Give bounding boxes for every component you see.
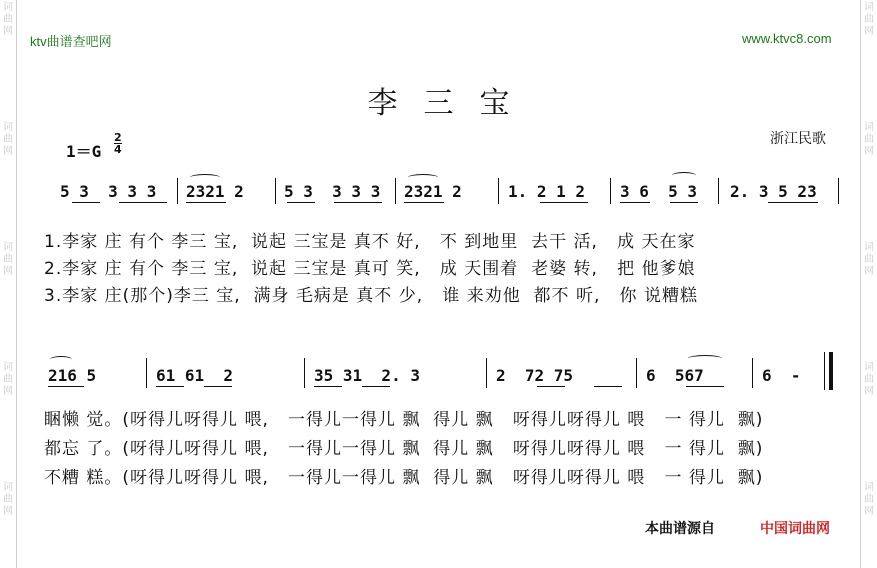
watermark-char: 曲 bbox=[3, 374, 13, 385]
watermark-char: 网 bbox=[3, 266, 13, 277]
watermark-char: 网 bbox=[864, 146, 874, 157]
measure: 61 61 2 bbox=[156, 366, 234, 385]
measure: 6 - bbox=[762, 366, 801, 385]
watermark-char: 曲 bbox=[864, 254, 874, 265]
beam bbox=[686, 386, 724, 387]
beam bbox=[119, 202, 167, 203]
watermark-char: 曲 bbox=[864, 374, 874, 385]
watermark-char: 词 bbox=[3, 122, 13, 133]
beam bbox=[404, 202, 444, 203]
barline bbox=[498, 178, 499, 204]
watermark-char: 词 bbox=[864, 122, 874, 133]
watermark-char: 网 bbox=[3, 506, 13, 517]
watermark-char: 曲 bbox=[3, 14, 13, 25]
beam bbox=[537, 386, 565, 387]
slur bbox=[688, 355, 722, 362]
barline bbox=[752, 358, 753, 388]
beam bbox=[72, 202, 100, 203]
watermark-char: 曲 bbox=[3, 254, 13, 265]
watermark-char: 词 bbox=[3, 362, 13, 373]
watermark-char: 网 bbox=[3, 146, 13, 157]
watermark-char: 词 bbox=[3, 242, 13, 253]
watermark-char: 词 bbox=[864, 2, 874, 13]
final-barline-thin bbox=[824, 352, 825, 390]
slur bbox=[190, 174, 220, 181]
measure: 35 31 2. 3 bbox=[314, 366, 420, 385]
barline bbox=[177, 178, 178, 204]
barline bbox=[304, 358, 305, 388]
measure: 2 72 75 bbox=[496, 366, 574, 385]
beam bbox=[204, 386, 232, 387]
watermark-char: 曲 bbox=[864, 494, 874, 505]
barline bbox=[395, 178, 396, 204]
barline bbox=[636, 358, 637, 388]
watermark-char: 网 bbox=[864, 266, 874, 277]
barline bbox=[275, 178, 276, 204]
watermark-char: 词 bbox=[3, 482, 13, 493]
measure: 1. 2 1 2 bbox=[508, 182, 586, 201]
measure: 216 5 bbox=[48, 366, 97, 385]
watermark-char: 曲 bbox=[864, 134, 874, 145]
barline bbox=[486, 358, 487, 388]
watermark-char: 网 bbox=[864, 26, 874, 37]
beam bbox=[670, 202, 698, 203]
barline bbox=[718, 178, 719, 204]
lyric-line: 不糟 糕。(呀得儿呀得儿 喂, 一得儿一得儿 飘 得儿 飘 呀得儿呀得儿 喂 一 得儿 飘) bbox=[44, 468, 764, 488]
key-signature: 1＝G bbox=[66, 142, 102, 161]
lyric-line: 1.李家 庄 有个 李三 宝, 说起 三宝是 真不 好, 不 到地里 去干 活, 成 天在家 bbox=[44, 232, 696, 252]
lyric-line: 睏懒 觉。(呀得儿呀得儿 喂, 一得儿一得儿 飘 得儿 飘 呀得儿呀得儿 喂 一 得儿 飘) bbox=[44, 410, 764, 430]
beam bbox=[768, 202, 818, 203]
measure: 6 567 bbox=[646, 366, 704, 385]
source-site-link[interactable]: 中国词曲网 bbox=[760, 521, 830, 537]
lyric-line: 2.李家 庄 有个 李三 宝, 说起 三宝是 真可 笑, 成 天围着 老婆 转, 把 他爹娘 bbox=[44, 259, 696, 279]
barline bbox=[146, 358, 147, 388]
watermark-char: 网 bbox=[3, 26, 13, 37]
song-title: 李三宝 bbox=[367, 86, 536, 121]
beam bbox=[48, 386, 84, 387]
watermark-char: 词 bbox=[3, 2, 13, 13]
slur bbox=[408, 174, 438, 181]
watermark-char: 网 bbox=[864, 506, 874, 517]
beam bbox=[594, 386, 622, 387]
measure: 5 3 3 3 3 bbox=[284, 182, 381, 201]
lyric-line: 都忘 了。(呀得儿呀得儿 喂, 一得儿一得儿 飘 得儿 飘 呀得儿呀得儿 喂 一 得儿 飘) bbox=[44, 439, 764, 459]
time-signature-bottom: 4 bbox=[114, 143, 122, 156]
time-signature-top: 2 bbox=[114, 131, 122, 144]
measure: 2321 2 bbox=[186, 182, 244, 201]
measure: 3 6 5 3 bbox=[620, 182, 698, 201]
measure: 2. 3 5 23 bbox=[730, 182, 817, 201]
watermark-char: 词 bbox=[864, 482, 874, 493]
lyric-line: 3.李家 庄(那个)李三 宝, 满身 毛病是 真不 少, 谁 来劝他 都不 听, 你 说糟糕 bbox=[44, 286, 698, 306]
barline bbox=[838, 178, 839, 204]
slur bbox=[50, 356, 72, 363]
final-barline-thick bbox=[829, 352, 833, 390]
beam bbox=[334, 202, 382, 203]
beam bbox=[620, 202, 650, 203]
genre-label: 浙江民歌 bbox=[770, 131, 826, 147]
watermark-char: 词 bbox=[864, 362, 874, 373]
watermark-char: 曲 bbox=[864, 14, 874, 25]
header-left-site[interactable]: ktv曲谱查吧网 bbox=[30, 34, 112, 49]
watermark-char: 网 bbox=[864, 386, 874, 397]
measure: 5 3 3 3 3 bbox=[60, 182, 157, 201]
beam bbox=[156, 386, 184, 387]
watermark-char: 网 bbox=[3, 386, 13, 397]
slur bbox=[672, 172, 696, 179]
time-signature bbox=[114, 132, 122, 155]
beam bbox=[314, 386, 342, 387]
beam bbox=[186, 202, 226, 203]
header-right-site[interactable]: www.ktvc8.com bbox=[742, 31, 832, 46]
barline bbox=[610, 178, 611, 204]
beam bbox=[362, 386, 390, 387]
watermark-char: 词 bbox=[864, 242, 874, 253]
watermark-char: 曲 bbox=[3, 134, 13, 145]
watermark-char: 曲 bbox=[3, 494, 13, 505]
beam bbox=[540, 202, 588, 203]
measure: 2321 2 bbox=[404, 182, 462, 201]
beam bbox=[287, 202, 315, 203]
source-label: 本曲谱源自 bbox=[645, 521, 715, 537]
